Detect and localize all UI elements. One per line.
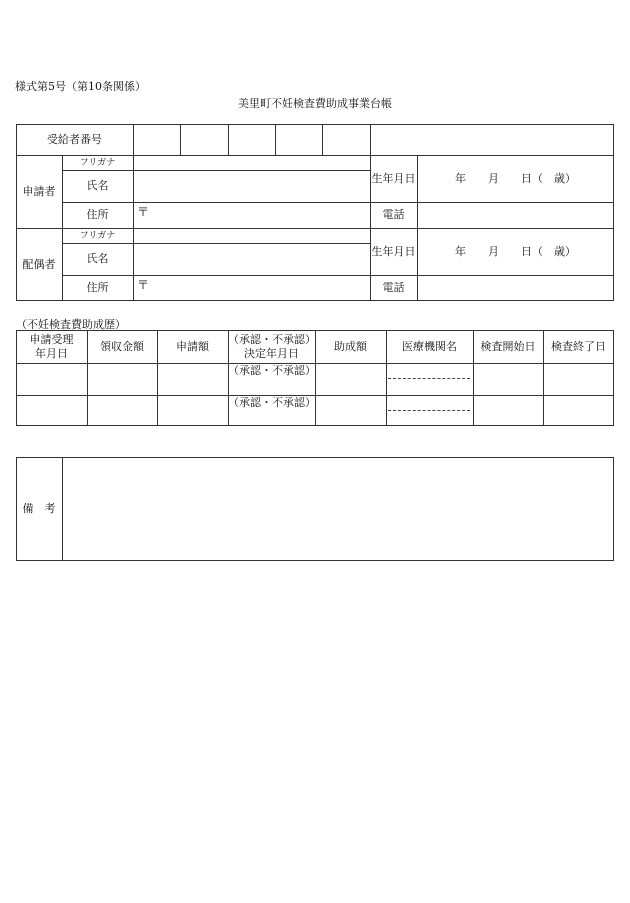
applicant-phone-field[interactable] xyxy=(418,203,614,228)
header-received-line2: 年月日 xyxy=(35,346,68,360)
applicant-name-label: 氏名 xyxy=(86,179,109,192)
spouse-name-label: 氏名 xyxy=(86,252,109,265)
form-id: 様式第5号（第10条関係） xyxy=(15,80,146,93)
spouse-furigana-field[interactable] xyxy=(134,229,370,243)
applicant-postal-mark: 〒 xyxy=(137,205,150,219)
applicant-label: 申請者 xyxy=(22,184,56,198)
spouse-phone-field[interactable] xyxy=(418,276,614,301)
header-approval-line1: （承認・不承認） xyxy=(228,332,316,346)
applicant-furigana-field[interactable] xyxy=(134,156,370,170)
page-title: 美里町不妊検査費助成事業台帳 xyxy=(238,97,392,110)
spouse-birth-field[interactable]: 年 月 日（ 歳） xyxy=(455,244,576,258)
applicant-address-label: 住所 xyxy=(86,208,109,221)
spouse-birth-label: 生年月日 xyxy=(371,244,416,258)
spouse-phone-label: 電話 xyxy=(382,281,405,294)
remarks-label: 備 考 xyxy=(22,502,56,515)
applicant-name-field[interactable] xyxy=(134,171,370,202)
recipient-number-digit-4[interactable] xyxy=(276,125,322,155)
header-approval-line2: 決定年月日 xyxy=(244,346,299,360)
recipient-number-digit-3[interactable] xyxy=(229,125,275,155)
row-approval-status: （承認・不承認） xyxy=(228,396,316,409)
spouse-address-field[interactable] xyxy=(134,276,370,301)
spouse-furigana-label: フリガナ xyxy=(79,230,116,241)
spouse-label: 配偶者 xyxy=(22,257,56,271)
header-receipt-amount: 領収金額 xyxy=(100,339,144,353)
header-approval-date xyxy=(228,330,315,363)
header-apply-amount: 申請額 xyxy=(176,339,209,353)
recipient-number-digit-5[interactable] xyxy=(323,125,370,155)
recipient-number-label: 受給者番号 xyxy=(47,132,102,146)
spouse-address-label: 住所 xyxy=(86,281,109,294)
header-received-date xyxy=(16,330,87,363)
header-end-date: 検査終了日 xyxy=(551,339,606,353)
header-received-line1: 申請受理 xyxy=(29,332,74,346)
applicant-phone-label: 電話 xyxy=(382,208,405,221)
applicant-furigana-label: フリガナ xyxy=(79,157,116,168)
row-approval-status: （承認・不承認） xyxy=(228,364,316,377)
spouse-name-field[interactable] xyxy=(134,244,370,275)
header-grant-amount: 助成額 xyxy=(334,339,367,353)
applicant-address-field[interactable] xyxy=(134,203,370,228)
header-institution: 医療機関名 xyxy=(402,339,457,353)
recipient-number-digit-1[interactable] xyxy=(134,125,180,155)
applicant-birth-label: 生年月日 xyxy=(371,171,416,185)
spouse-postal-mark: 〒 xyxy=(137,278,150,292)
header-start-date: 検査開始日 xyxy=(480,339,536,353)
history-section-label: （不妊検査費助成歴） xyxy=(16,318,126,331)
remarks-field[interactable] xyxy=(63,458,613,560)
recipient-number-digit-2[interactable] xyxy=(181,125,228,155)
applicant-birth-field[interactable]: 年 月 日（ 歳） xyxy=(455,171,576,185)
